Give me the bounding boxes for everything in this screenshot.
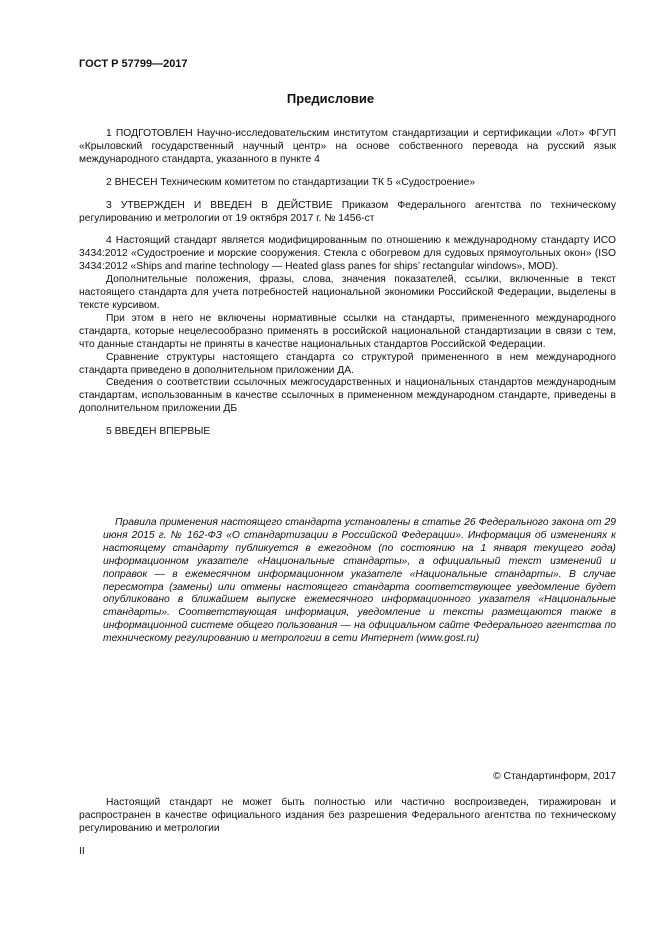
copyright: © Стандартинформ, 2017	[493, 771, 616, 782]
preface-body	[79, 128, 616, 439]
paragraph-2: 2 ВНЕСЕН Техническим комитетом по стандартизации ТК 5 «Судостроение»	[106, 176, 476, 188]
paragraph-4: 4 Настоящий стандарт является модифицированным по отношению к международному стандарту ИСО 3434:2012 «Судостроение и морские сооружения. Стекла с обогревом для судовых прямоугольных окон» (ISO 3434:2012 «Ships and marine technology — Heated glass panes for ships’ rectangular windows», MOD).	[79, 235, 616, 273]
legal-notice: Настоящий стандарт не может быть полностью или частично воспроизведен, тиражирован и распространен в качестве официального издания без разрешения Федерального агентства по техническому регулированию и метрологии	[79, 797, 616, 834]
paragraph-4-structure: Сравнение структуры настоящего стандарта со структурой примененного в нем международного стандарта приведено в дополнительном приложении ДА.	[79, 351, 616, 376]
paragraph-4-additions: Дополнительные положения, фразы, слова, значения показателей, ссылки, включенные в текст настоящего стандарта для учета потребностей национальной экономики Российской Федерации, выделены в тексте курсивом.	[79, 274, 616, 311]
paragraph-5: 5 ВВЕДЕН ВПЕРВЫЕ	[106, 426, 211, 438]
paragraph-1: 1 ПОДГОТОВЛЕН Научно-исследовательским институтом стандартизации и сертификации «Лот» ФГУП «Крыловский государственный научный центр» на основе собственного перевода на русский язык международного стандарта, указанного в пункте 4	[79, 128, 616, 165]
application-notice: Правила применения настоящего стандарта установлены в статье 26 Федерального закона от 29 июня 2015 г. № 162-ФЗ «О стандартизации в Российской Федерации». Информация об изменениях к настоящему стандарту публикуется в ежегодном (по состоянию на 1 января текущего года) информационном указателе «Национальные стандарты», а официальный текст изменений и поправок — в ежемесячном информационном указателе «Национальные стандарты». В случае пересмотра (замены) или отмены настоящего стандарта соответствующее уведомление будет опубликовано в ближайшем выпуске ежемесячного информационного указателя «Национальные стандарты». Соответствующая информация, уведомление и тексты размещаются также в информационной системе общего пользования — на официальном сайте Федерального агентства по техническому регулированию и метрологии в сети Интернет (www.gost.ru)	[103, 517, 616, 645]
section-title: Предисловие	[286, 91, 375, 106]
page-number: II	[79, 846, 85, 857]
document-header: ГОСТ Р 57799—2017	[79, 58, 188, 70]
paragraph-3: 3 УТВЕРЖДЕН И ВВЕДЕН В ДЕЙСТВИЕ Приказом Федерального агентства по техническому регулированию и метрологии от 19 октября 2017 г. № 1456-ст	[79, 199, 616, 224]
paragraph-4-correspondence: Сведения о соответствии ссылочных межгосударственных и национальных стандартов международным стандартам, использованным в качестве ссылочных в примененном международном стандарте, приведены в дополнительном приложении ДБ	[79, 377, 616, 415]
paragraph-4-references: При этом в него не включены нормативные ссылки на стандарты, примененного международного стандарта, которые нецелесообразно применять в российской национальной стандартизации в связи с тем, что данные стандарты не приняты в качестве национальных стандартов Российской Федерации.	[79, 312, 616, 350]
